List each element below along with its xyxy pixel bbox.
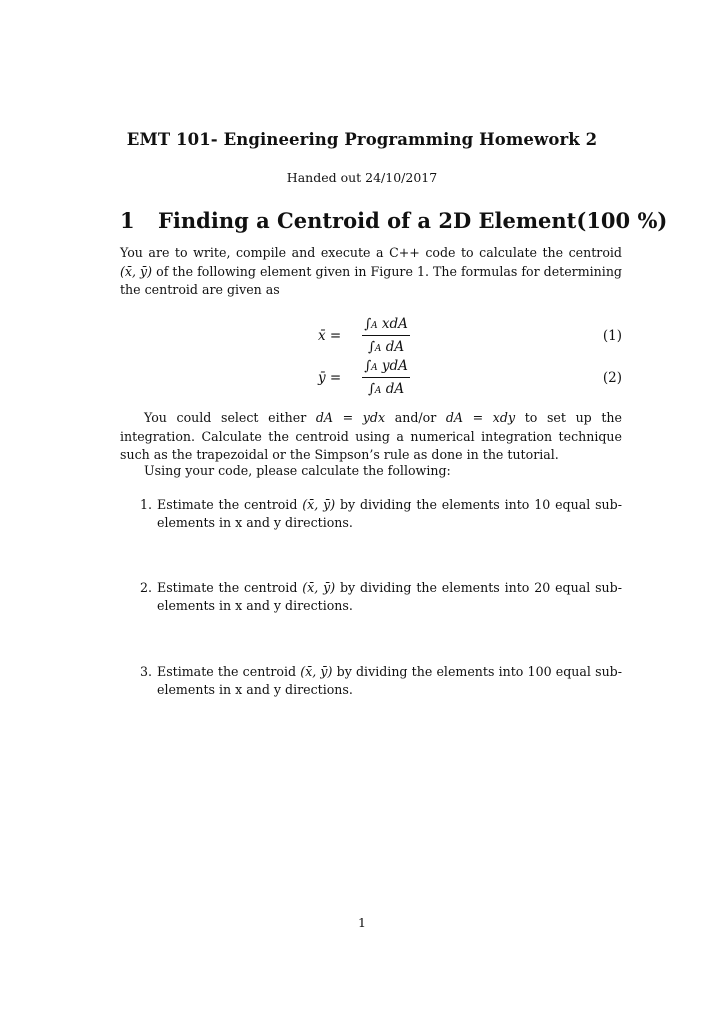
task-text-a: Estimate the centroid — [157, 664, 301, 679]
method-math-1: dA = ydx — [315, 410, 386, 425]
task-item — [140, 496, 622, 532]
fraction-bar — [362, 335, 410, 336]
equation-2-lhs: ȳ = — [318, 370, 342, 386]
instruction-paragraph: Using your code, please calculate the following: — [144, 463, 451, 478]
equation-2-fraction — [362, 356, 410, 399]
equation-2-tag: (2) — [602, 370, 622, 386]
task-text-a: Estimate the centroid — [157, 580, 303, 595]
task-marker: 2. — [140, 580, 153, 595]
task-text — [157, 496, 622, 532]
equation-2-denominator — [362, 379, 410, 399]
task-item — [140, 663, 622, 699]
integral-symbol: ∫ — [367, 381, 375, 397]
integral-symbol: ∫ — [364, 316, 372, 332]
integral-symbol: ∫ — [367, 339, 375, 355]
task-marker: 3. — [140, 664, 153, 679]
fraction-bar — [362, 377, 410, 378]
equation-1-numerator — [362, 314, 410, 334]
task-text-a: Estimate the centroid — [157, 497, 303, 512]
equation-2 — [300, 356, 622, 402]
method-text-c: to set up the integration. Calculate the centroid using a numerical integration technique such as the trapezoidal or the Simpson’s rule as done in the tutorial. — [120, 410, 622, 462]
equation-1-numerator-text: xdA — [381, 316, 408, 332]
intro-paragraph — [120, 244, 622, 300]
equation-1-denominator — [362, 337, 410, 357]
section-heading — [120, 208, 668, 233]
intro-text-b: of the following element given in Figure 1. The formulas for determining the centroid are given as — [120, 263, 622, 297]
document-title: EMT 101- Engineering Programming Homework 2 — [126, 130, 598, 149]
handout-date: Handed out 24/10/2017 — [286, 170, 438, 185]
method-math-2: dA = xdy — [445, 410, 516, 425]
method-text-b: and/or — [385, 410, 446, 425]
task-centroid: (x̄, ȳ) — [300, 664, 333, 679]
intro-centroid: (x̄, ȳ) — [120, 263, 153, 279]
task-centroid: (x̄, ȳ) — [302, 580, 336, 595]
equation-1-fraction — [362, 314, 410, 357]
task-text-b: by dividing the elements into 100 equal sub-elements in x and y directions. — [157, 664, 622, 697]
equation-1-tag: (1) — [602, 328, 622, 344]
method-text-a: You could select either — [144, 410, 316, 425]
task-marker: 1. — [140, 497, 153, 512]
equation-1-denominator-text: dA — [385, 339, 405, 355]
task-centroid: (x̄, ȳ) — [302, 497, 336, 512]
section-number: 1 — [120, 208, 135, 233]
integral-subscript: A — [374, 386, 382, 396]
task-item — [140, 579, 622, 615]
equation-2-denominator-text: dA — [385, 381, 405, 397]
page-number: 1 — [358, 915, 366, 930]
integral-subscript: A — [374, 344, 382, 354]
section-title: Finding a Centroid of a 2D Element(100 %) — [158, 208, 668, 233]
equation-1-lhs: x̄ = — [318, 328, 342, 344]
task-text — [157, 663, 622, 699]
intro-text-a: You are to write, compile and execute a C++ code to calculate the centroid — [120, 245, 622, 260]
task-text-b: by dividing the elements into 20 equal sub-elements in x and y directions. — [157, 580, 622, 613]
task-text-b: by dividing the elements into 10 equal sub-elements in x and y directions. — [157, 497, 622, 530]
equation-1 — [300, 314, 622, 360]
task-text — [157, 579, 622, 615]
method-paragraph — [120, 409, 622, 465]
integral-symbol: ∫ — [364, 358, 372, 374]
integral-subscript: A — [371, 321, 378, 331]
equation-2-numerator — [362, 356, 410, 376]
integral-subscript: A — [371, 363, 378, 373]
equation-2-numerator-text: ydA — [381, 358, 408, 374]
